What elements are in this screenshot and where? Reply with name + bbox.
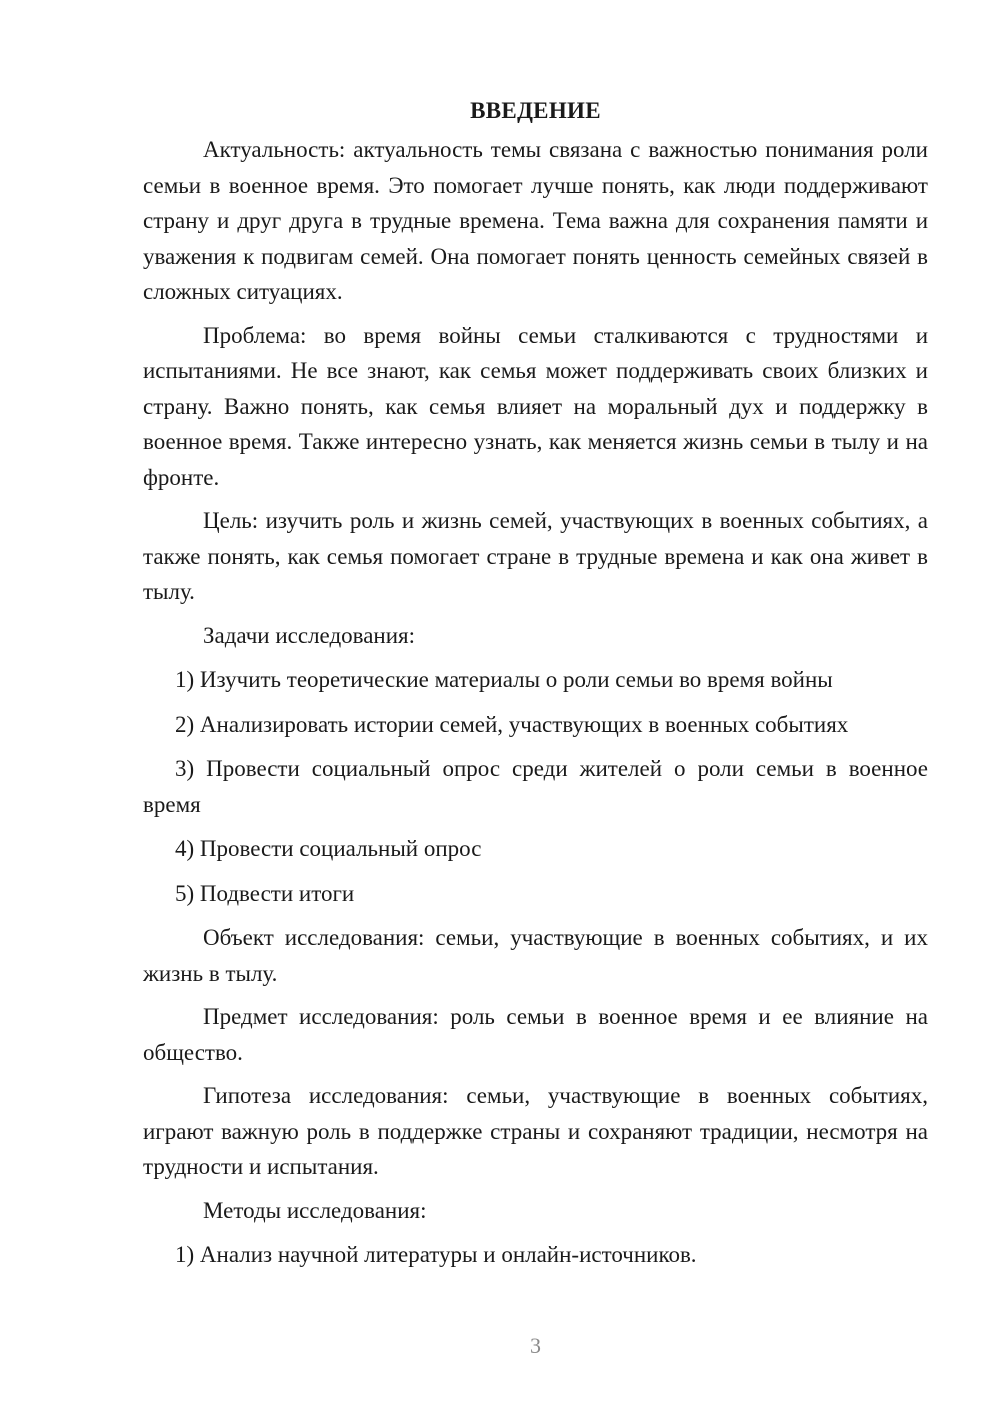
relevance-paragraph: Актуальность: актуальность темы связана с важностью понимания роли семьи в военное время. Это помогает лучше понять, как люди поддерживают страну и друг друга в трудные времена. Тема важна для сохранения памяти и уважения к подвигам семей. Она помогает понять ценность семейных связей в сложных ситуациях. [143, 137, 928, 304]
subject-paragraph: Предмет исследования: роль семьи в военное время и ее влияние на общество. [143, 1004, 928, 1065]
task-item-2: 2) Анализировать истории семей, участвующих в военных событиях [175, 711, 849, 737]
page-title: ВВЕДЕНИЕ [470, 98, 601, 123]
methods-heading: Методы исследования: [203, 1197, 427, 1223]
problem-paragraph: Проблема: во время войны семьи сталкиваются с трудностями и испытаниями. Не все знают, как семья может поддерживать своих близких и страну. Важно понять, как семья влияет на моральный дух и поддержку в военное время. Также интересно узнать, как меняется жизнь семьи в тылу и на фронте. [143, 322, 928, 490]
method-item-1: 1) Анализ научной литературы и онлайн-источников. [175, 1242, 697, 1267]
goal-paragraph: Цель: изучить роль и жизнь семей, участвующих в военных событиях, а также понять, как семья помогает стране в трудные времена и как она живет в тылу. [143, 508, 928, 604]
document-page [143, 96, 928, 1282]
hypothesis-paragraph: Гипотеза исследования: семьи, участвующие в военных событиях, играют важную роль в поддержке страны и сохраняют традиции, несмотря на трудности и испытания. [143, 1083, 928, 1179]
tasks-heading: Задачи исследования: [203, 622, 416, 648]
task-item-4: 4) Провести социальный опрос [175, 836, 482, 861]
task-item-3: 3) Провести социальный опрос среди жителей о роли семьи в военное время [143, 756, 928, 817]
task-item-1: 1) Изучить теоретические материалы о роли семьи во время войны [175, 667, 833, 692]
task-item-5: 5) Подвести итоги [175, 880, 355, 906]
page-number: 3 [530, 1333, 541, 1358]
object-paragraph: Объект исследования: семьи, участвующие в военных событиях, и их жизнь в тылу. [143, 925, 928, 986]
